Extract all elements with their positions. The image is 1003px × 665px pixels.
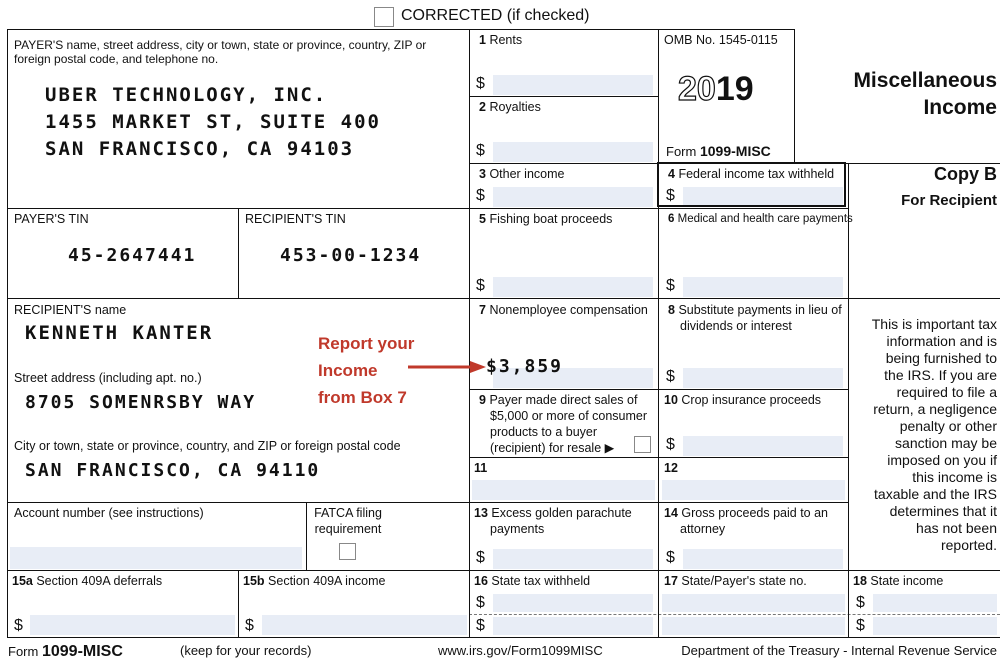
form-title-line1: Miscellaneous (853, 69, 997, 92)
notice-line: reported. (940, 537, 997, 553)
grid-line (7, 208, 848, 209)
box17-field-1[interactable] (662, 594, 845, 612)
box16-dollar-1: $ (476, 594, 485, 611)
box17-field-2[interactable] (662, 617, 845, 635)
box16-field-1[interactable] (493, 594, 653, 612)
box14-field[interactable] (683, 549, 843, 569)
box16-field-2[interactable] (493, 617, 653, 635)
annotation-line3: from Box 7 (318, 388, 407, 407)
grid-line (7, 570, 1000, 571)
recipient-name: KENNETH KANTER (25, 322, 214, 344)
account-label: Account number (see instructions) (14, 506, 204, 520)
form-title-line2: Income (923, 96, 997, 119)
payer-label: PAYER'S name, street address, city or town, state or province, country, ZIP or foreign postal code, and telephone no. (14, 38, 427, 66)
box15a-dollar: $ (14, 617, 23, 634)
box10-field[interactable] (683, 436, 843, 456)
box8-dollar: $ (666, 368, 675, 385)
grid-line (7, 29, 8, 637)
annotation-line1: Report your (318, 334, 415, 353)
box6-label: 6 Medical and health care payments (668, 213, 853, 225)
corrected-checkbox[interactable] (374, 7, 394, 27)
box6-dollar: $ (666, 277, 675, 294)
notice-line: imposed on you if (887, 452, 997, 468)
copy-title: Copy B (934, 164, 997, 184)
box15b-field[interactable] (262, 615, 467, 635)
notice-line: determines that it (889, 503, 997, 519)
box9-label-1: 9 Payer made direct sales of (479, 393, 638, 407)
box13-label-2: payments (490, 522, 545, 536)
box16-dollar-2: $ (476, 617, 485, 634)
payer-address1: 1455 MARKET ST, SUITE 400 (45, 111, 381, 133)
recipient-tin-label: RECIPIENT'S TIN (245, 212, 346, 226)
grid-line (7, 502, 848, 503)
notice-line: this income is (912, 469, 997, 485)
recipient-city: SAN FRANCISCO, CA 94110 (25, 460, 321, 481)
box13-dollar: $ (476, 549, 485, 566)
box16-label: 16 State tax withheld (474, 574, 591, 588)
box14-label-1: 14 Gross proceeds paid to an (664, 506, 829, 520)
box12-label: 12 (664, 461, 678, 475)
box5-label: 5 Fishing boat proceeds (479, 212, 613, 226)
notice-line: information and is (886, 333, 997, 349)
payer-address2: SAN FRANCISCO, CA 94103 (45, 138, 355, 160)
footer-keep: (keep for your records) (180, 643, 312, 658)
box8-field[interactable] (683, 368, 843, 388)
box10-label: 10 Crop insurance proceeds (664, 393, 822, 407)
box2-field[interactable] (493, 142, 653, 162)
tax-year-suffix: 19 (715, 70, 754, 108)
grid-line (7, 637, 1000, 638)
footer-url: www.irs.gov/Form1099MISC (438, 643, 603, 658)
account-field[interactable] (10, 547, 302, 569)
box18-label: 18 State income (853, 574, 944, 588)
box13-field[interactable] (493, 549, 653, 569)
notice-line: has not been (916, 520, 997, 536)
box2-dollar: $ (476, 142, 485, 159)
notice-line: penalty or other (899, 418, 997, 434)
copy-subtitle: For Recipient (901, 192, 997, 209)
grid-line (7, 29, 794, 30)
grid-line (469, 29, 470, 637)
notice-line: taxable and the IRS (874, 486, 997, 502)
grid-line (7, 298, 1000, 299)
box11-field[interactable] (472, 480, 655, 500)
box18-field-2[interactable] (873, 617, 997, 635)
notice-text (847, 316, 997, 554)
box18-field-1[interactable] (873, 594, 997, 612)
grid-line (238, 570, 239, 637)
box15a-field[interactable] (30, 615, 235, 635)
footer-form-id: Form 1099-MISC (8, 643, 123, 660)
notice-line: sanction may be (895, 435, 997, 451)
box5-field[interactable] (493, 277, 653, 297)
grid-line (238, 208, 239, 298)
box10-dollar: $ (666, 436, 675, 453)
box1-label: 1 Rents (479, 33, 523, 47)
fatca-checkbox[interactable] (339, 543, 356, 560)
tax-year (678, 70, 754, 109)
notice-line: the IRS. If you are (884, 367, 997, 383)
box11-label: 11 (474, 461, 488, 475)
grid-line (658, 29, 659, 637)
box3-dollar: $ (476, 187, 485, 204)
annotation-line2: Income (318, 361, 378, 380)
box14-dollar: $ (666, 549, 675, 566)
box15b-dollar: $ (245, 617, 254, 634)
notice-line: being furnished to (885, 350, 997, 366)
grid-line (469, 96, 658, 97)
payer-tin-value: 45-2647441 (68, 245, 197, 266)
street-label: Street address (including apt. no.) (14, 371, 202, 385)
tax-year-prefix: 20 (678, 70, 716, 108)
box5-dollar: $ (476, 277, 485, 294)
notice-line: This is important tax (871, 316, 997, 332)
notice-line: return, a negligence (873, 401, 997, 417)
omb-number: OMB No. 1545-0115 (664, 33, 778, 47)
city-label: City or town, state or province, country, and ZIP or foreign postal code (14, 439, 401, 453)
box8-label-1: 8 Substitute payments in lieu of (668, 303, 842, 317)
box15b-label: 15b Section 409A income (243, 574, 386, 588)
box18-dollar-2: $ (856, 617, 865, 634)
box18-dollar-1: $ (856, 594, 865, 611)
fatca-label-2: requirement (314, 522, 382, 536)
box2-label: 2 Royalties (479, 100, 541, 114)
box9-label-2: $5,000 or more of consumer (490, 409, 648, 423)
form-id: Form 1099-MISC (666, 143, 771, 159)
grid-line (306, 502, 307, 570)
box7-label: 7 Nonemployee compensation (479, 303, 648, 317)
corrected-label: CORRECTED (if checked) (401, 7, 590, 24)
box9-checkbox[interactable] (634, 436, 651, 453)
arrow-right-icon (408, 360, 486, 374)
notice-line: required to file a (896, 384, 997, 400)
box12-field[interactable] (662, 480, 845, 500)
box3-field[interactable] (493, 187, 653, 207)
box3-label: 3 Other income (479, 167, 565, 181)
box14-label-2: attorney (680, 522, 726, 536)
box1-dollar: $ (476, 75, 485, 92)
box4-dollar: $ (666, 187, 675, 204)
box9-label-4: (recipient) for resale ▶ (490, 441, 615, 455)
box17-label: 17 State/Payer's state no. (664, 574, 807, 588)
box4-label: 4 Federal income tax withheld (668, 167, 835, 181)
box6-field[interactable] (683, 277, 843, 297)
box9-label-3: products to a buyer (490, 425, 598, 439)
recipient-street: 8705 SOMENRSBY WAY (25, 392, 257, 413)
fatca-label-1: FATCA filing (314, 506, 382, 520)
footer-dept: Department of the Treasury - Internal Revenue Service (681, 643, 997, 658)
box13-label-1: 13 Excess golden parachute (474, 506, 632, 520)
recipient-tin-value: 453-00-1234 (280, 245, 422, 266)
box1-field[interactable] (493, 75, 653, 95)
payer-tin-label: PAYER'S TIN (14, 212, 89, 226)
payer-name: UBER TECHNOLOGY, INC. (45, 84, 328, 106)
box7-value: $3,859 (486, 356, 564, 377)
box8-label-2: dividends or interest (680, 319, 792, 333)
box15a-label: 15a Section 409A deferrals (12, 574, 163, 588)
recipient-name-label: RECIPIENT'S name (14, 303, 127, 317)
dotted-line (469, 614, 1000, 615)
grid-line (794, 29, 795, 163)
